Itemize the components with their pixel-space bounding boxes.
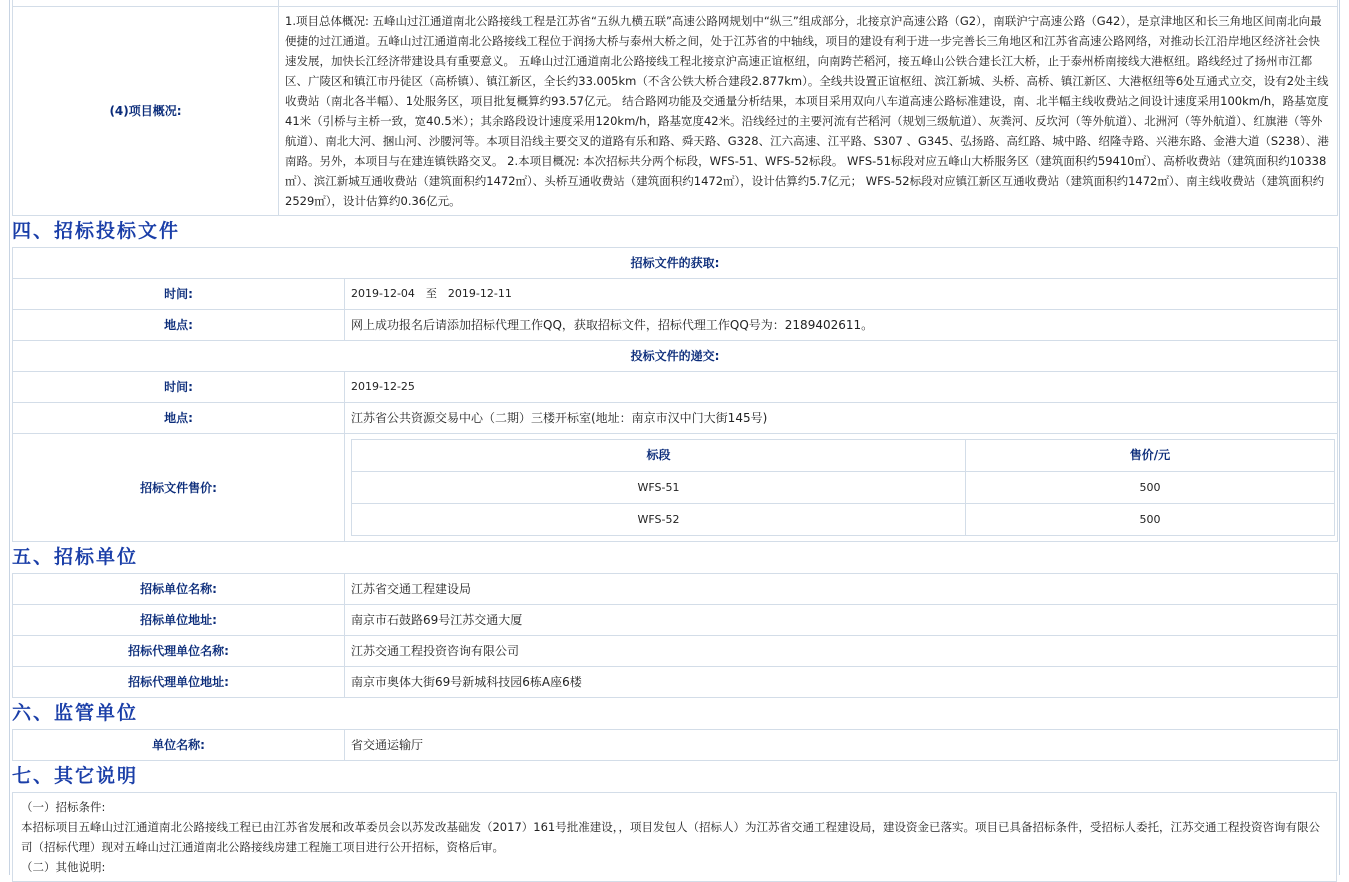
page-frame [9,0,1340,875]
section-title-supervisor: 六、监管单位 [12,702,139,724]
tender-conditions-text: 本招标项目五峰山过江通道南北公路接线工程已由江苏省发展和改革委员会以苏发改基础发（2017）161号批准建设，，项目发包人（招标人）为江苏省交通工程建设局，建设资金已落实。项目已具备招标条件，受招标人委托，江苏交通工程投资咨询有限公司（招标代理）现对五峰山过江通道南北公路接线房建工程施工项目进行公开招标，资格后审。 [21,820,1320,854]
price-label: 招标文件售价: [13,434,345,542]
other-notes-heading: （二）其他说明: [21,860,106,874]
agent-address-value: 南京市奥体大街69号新城科技园6栋A座6楼 [345,667,1338,698]
bidding-documents-table [12,247,1338,542]
agent-name-value: 江苏交通工程投资咨询有限公司 [345,636,1338,667]
submit-time-value: 2019-12-25 [345,372,1338,403]
overview-text: 1.项目总体概况: 五峰山过江通道南北公路接线工程是江苏省“五纵九横五联”高速公路网规划中“纵三”组成部分，北接京沪高速公路（G2），南联沪宁高速公路（G42），是京津地区和长三角地区间南北向最便捷的过江通道。五峰山过江通道南北公路接线工程位于润扬大桥与泰州大桥之间，处于江苏省的中轴线，项目的建设有利于进一步完善长三角地区和江苏省高速公路网络，对推动长江沿岸地区经济社会快速发展，加快长江经济带建设具有重要意义。 五峰山过江通道南北公路接线工程北接京沪高速正谊枢纽，向南跨芒稻河，接五峰山公铁合建长江大桥，止于泰州桥南接线大港枢纽。路线经过了扬州市江都区、广陵区和镇江市丹徒区（高桥镇）、镇江新区，全长约33.005km（不含公铁大桥合建段2.877km）。全线共设置正谊枢纽、滨江新城、头桥、高桥、镇江新区、大港枢纽等6处互通式立交，设有2处主线收费站（南北各半幅）、1处服务区，项目批复概算约93.57亿元。 结合路网功能及交通量分析结果，本项目采用双向八车道高速公路标准建设，南、北半幅主线收费站之间设计速度采用100km/h，路基宽度41米（引桥与主桥一致，宽40.5米）；其余路段设计速度采用120km/h，路基宽度42米。沿线经过的主要河流有芒稻河（规划三级航道）、灰粪河、反坎河（等外航道）、北洲河（等外航道）、红旗港（等外航道）、南北大河、捆山河、沙腰河等。本项目沿线主要交叉的道路有乐和路、舜天路、G328、江六高速、江平路、S307 、G345、弘扬路、高红路、城中路、绍隆寺路、兴港东路、金港大道（S238）、港南路。另外，本项目与在建连镇铁路交叉。 2.本项目概况: 本次招标共分两个标段，WFS-51、WFS-52标段。 WFS-51标段对应五峰山大桥服务区（建筑面积约59410㎡）、高桥收费站（建筑面积约10338㎡）、滨江新城互通收费站（建筑面积约1472㎡）、头桥互通收费站（建筑面积约1472㎡），设计估算约5.7亿元； WFS-52标段对应镇江新区互通收费站（建筑面积约1472㎡）、南主线收费站（建筑面积约2529㎡），设计估算约0.36亿元。 [285,14,1329,208]
price-row-section: WFS-51 [352,472,966,504]
tenderer-name-value: 江苏省交通工程建设局 [345,574,1338,605]
price-header-section: 标段 [352,440,966,472]
obtain-header: 招标文件的获取: [13,248,1338,279]
price-row-price: 500 [966,472,1335,504]
tender-conditions-heading: （一）招标条件: [21,800,106,814]
other-notes [13,793,1336,881]
other-notes-table [12,792,1337,882]
obtain-place-label: 地点: [13,310,345,341]
price-cell [345,434,1338,542]
submit-place-value: 江苏省公共资源交易中心（二期）三楼开标室(地址：南京市汉中门大街145号) [345,403,1338,434]
overview-text-cell [279,7,1338,216]
price-row-price: 500 [966,504,1335,536]
other-notes-cell [13,793,1337,882]
supervisor-name-label: 单位名称: [13,730,345,761]
price-table [351,439,1335,536]
agent-address-label: 招标代理单位地址: [13,667,345,698]
table-row [352,472,1335,504]
submit-time-label: 时间: [13,372,345,403]
obtain-time-label: 时间: [13,279,345,310]
price-header-price: 售价/元 [966,440,1335,472]
project-overview-table [12,0,1338,216]
obtain-time-value: 2019-12-04 至 2019-12-11 [345,279,1338,310]
tenderer-name-label: 招标单位名称: [13,574,345,605]
submit-header: 投标文件的递交: [13,341,1338,372]
overview-label: (4)项目概况: [13,7,279,216]
price-row-section: WFS-52 [352,504,966,536]
agent-name-label: 招标代理单位名称: [13,636,345,667]
tenderer-address-label: 招标单位地址: [13,605,345,636]
tenderer-table [12,573,1338,698]
obtain-place-value: 网上成功报名后请添加招标代理工作QQ，获取招标文件，招标代理工作QQ号为：2189402611。 [345,310,1338,341]
submit-place-label: 地点: [13,403,345,434]
section-title-other: 七、其它说明 [12,765,139,787]
supervisor-table [12,729,1338,761]
table-row [352,504,1335,536]
section-title-tenderer: 五、招标单位 [12,546,139,568]
tenderer-address-value: 南京市石鼓路69号江苏交通大厦 [345,605,1338,636]
supervisor-name-value: 省交通运输厅 [345,730,1338,761]
section-title-bidding-documents: 四、招标投标文件 [12,220,181,242]
